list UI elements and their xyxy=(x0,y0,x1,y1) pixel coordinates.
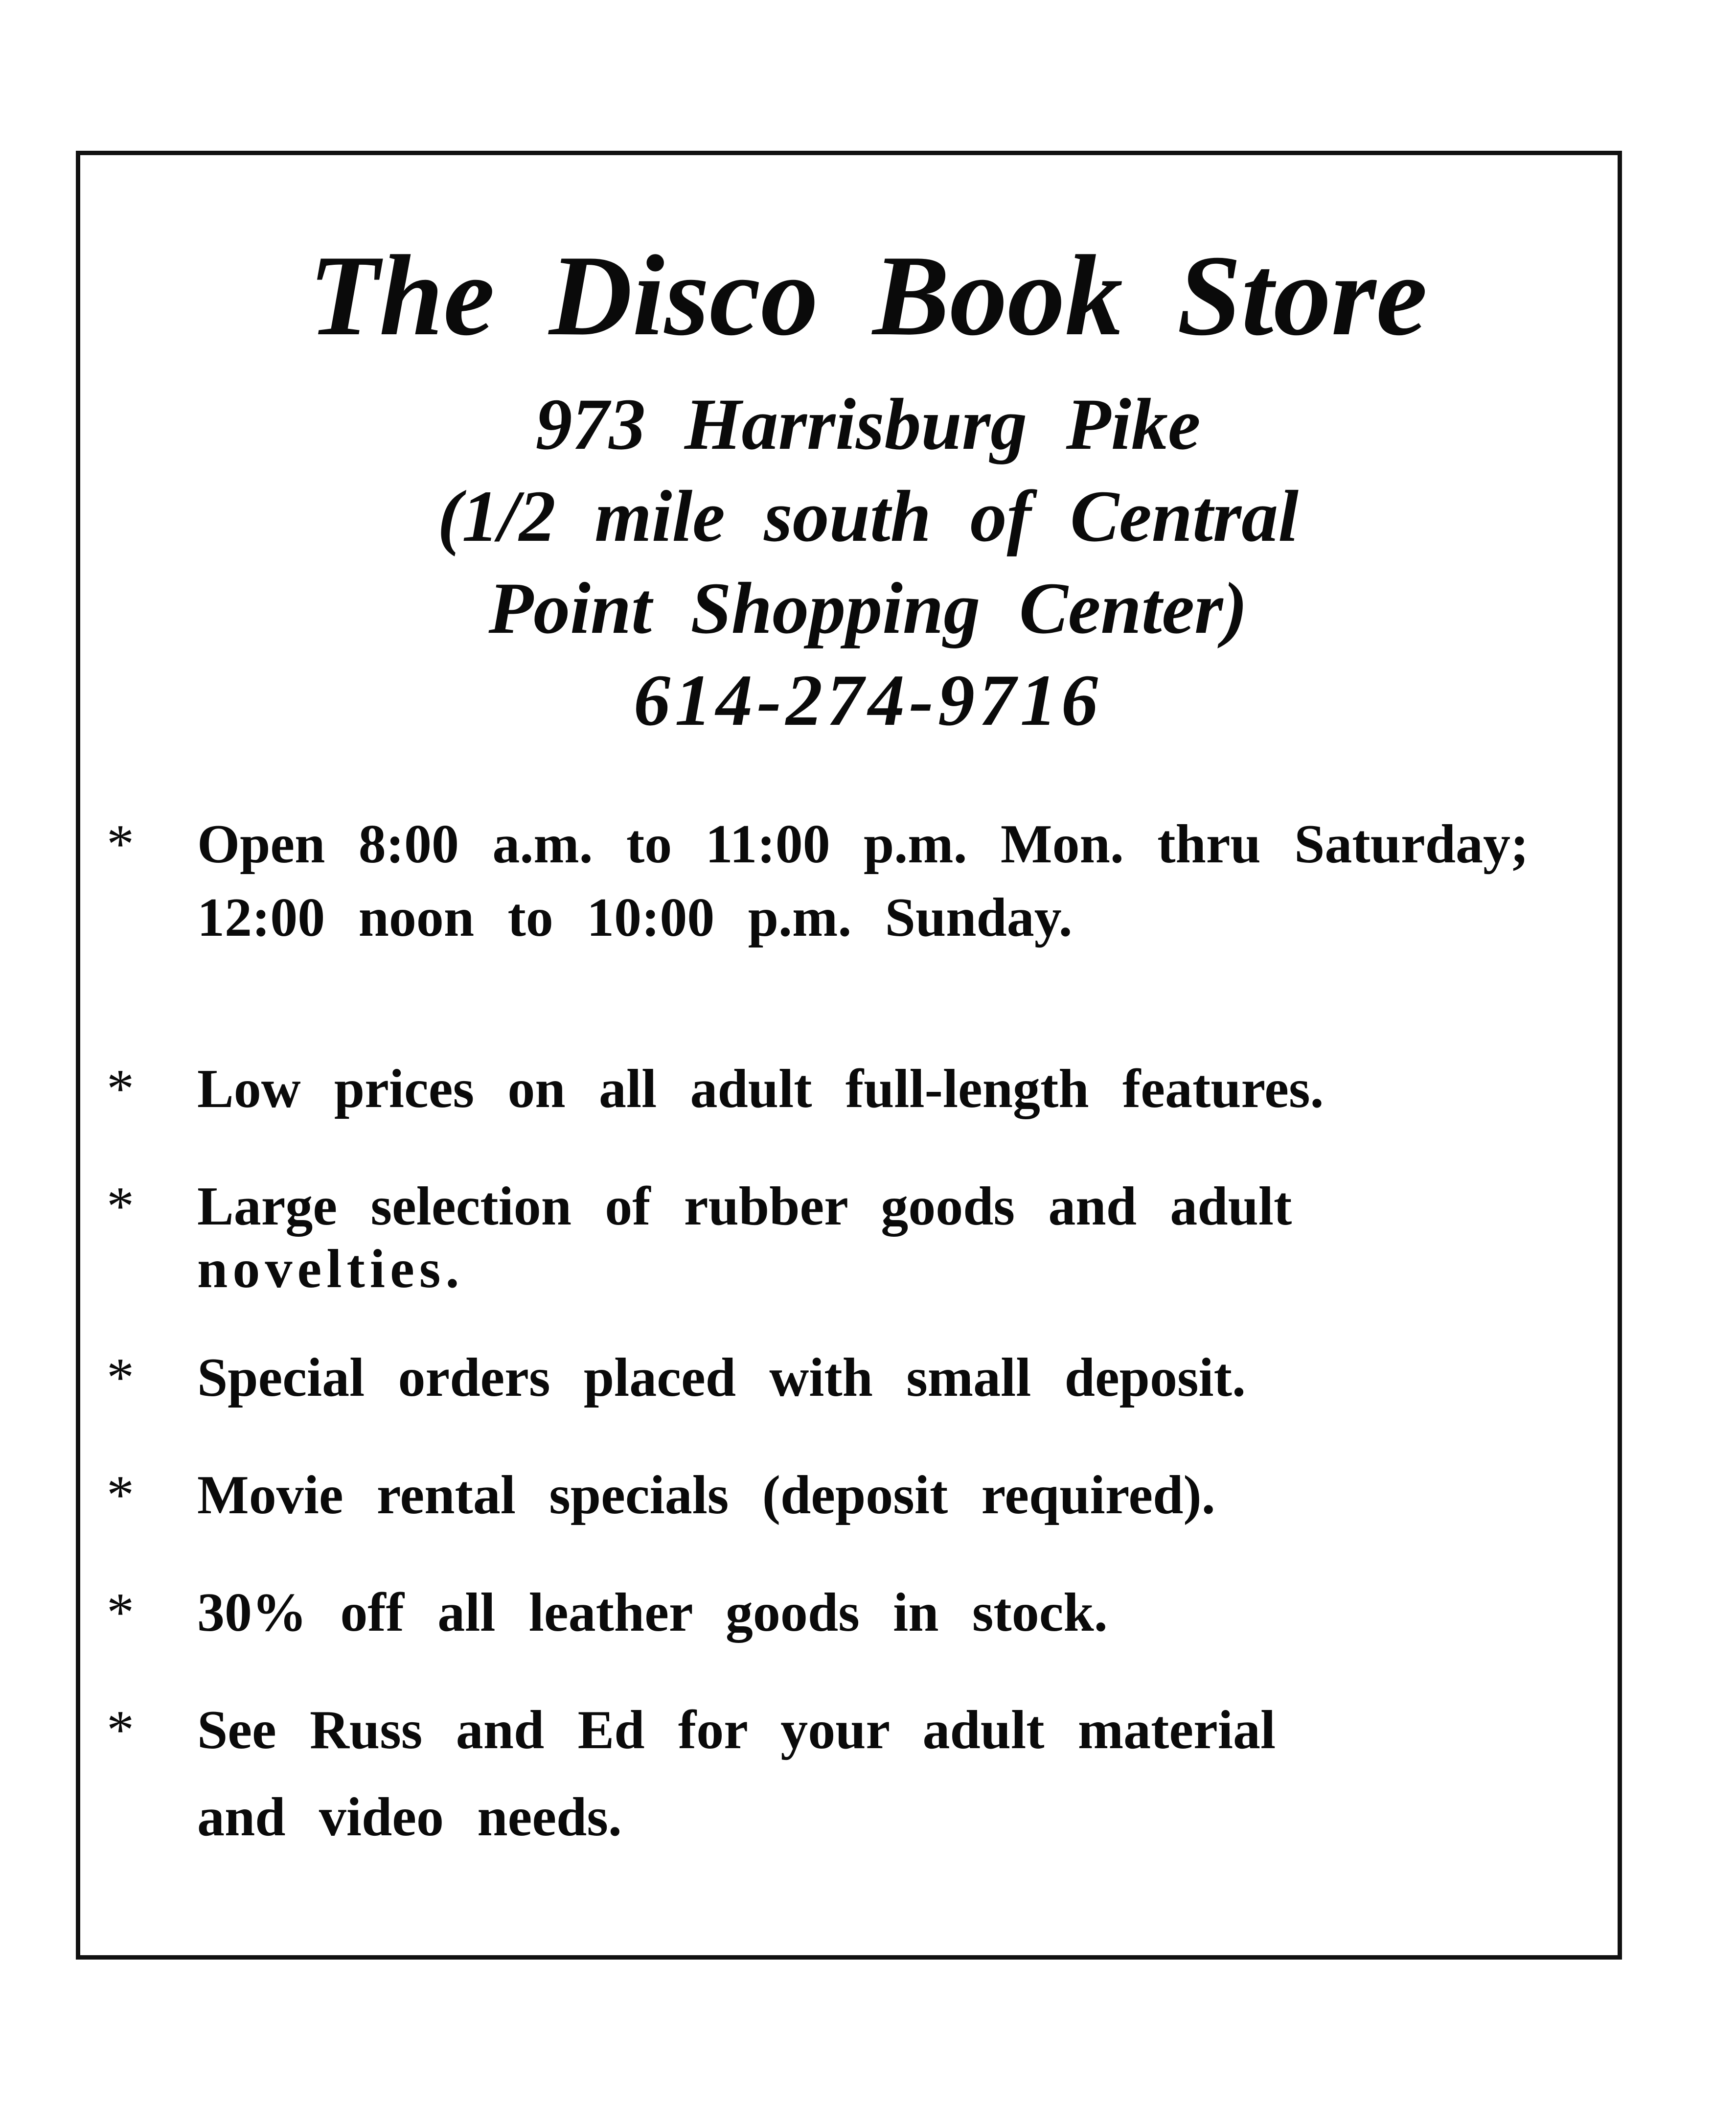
address-line: 973 Harrisburg Pike xyxy=(535,384,1201,465)
store-name: The Disco Book Store xyxy=(308,232,1428,360)
item-line: 12:00 noon to 10:00 p.m. Sunday. xyxy=(197,887,1073,948)
item-line: novelties. xyxy=(197,1239,464,1299)
bullet-asterisk: * xyxy=(107,814,134,875)
bullet-asterisk: * xyxy=(107,1347,134,1408)
bullet-asterisk: * xyxy=(107,1465,134,1525)
bullet-asterisk: * xyxy=(107,1059,134,1119)
item-line: See Russ and Ed for your adult material xyxy=(197,1700,1276,1760)
store-phone: 614-274-9716 xyxy=(634,660,1102,741)
address-line: Point Shopping Center) xyxy=(488,568,1248,649)
item-line: Low prices on all adult full-length features. xyxy=(197,1059,1324,1119)
bullet-asterisk: * xyxy=(107,1176,134,1237)
item-line: 30% off all leather goods in stock. xyxy=(197,1582,1108,1643)
address-line: (1/2 mile south of Central xyxy=(437,476,1299,557)
item-line: and video needs. xyxy=(197,1787,622,1848)
bullet-asterisk: * xyxy=(107,1582,134,1643)
item-line: Special orders placed with small deposit. xyxy=(197,1347,1246,1408)
bullet-asterisk: * xyxy=(107,1700,134,1760)
item-line: Open 8:00 a.m. to 11:00 p.m. Mon. thru Saturday; xyxy=(197,814,1529,875)
item-line: Movie rental specials (deposit required). xyxy=(197,1465,1215,1525)
item-line: Large selection of rubber goods and adult xyxy=(197,1176,1292,1237)
